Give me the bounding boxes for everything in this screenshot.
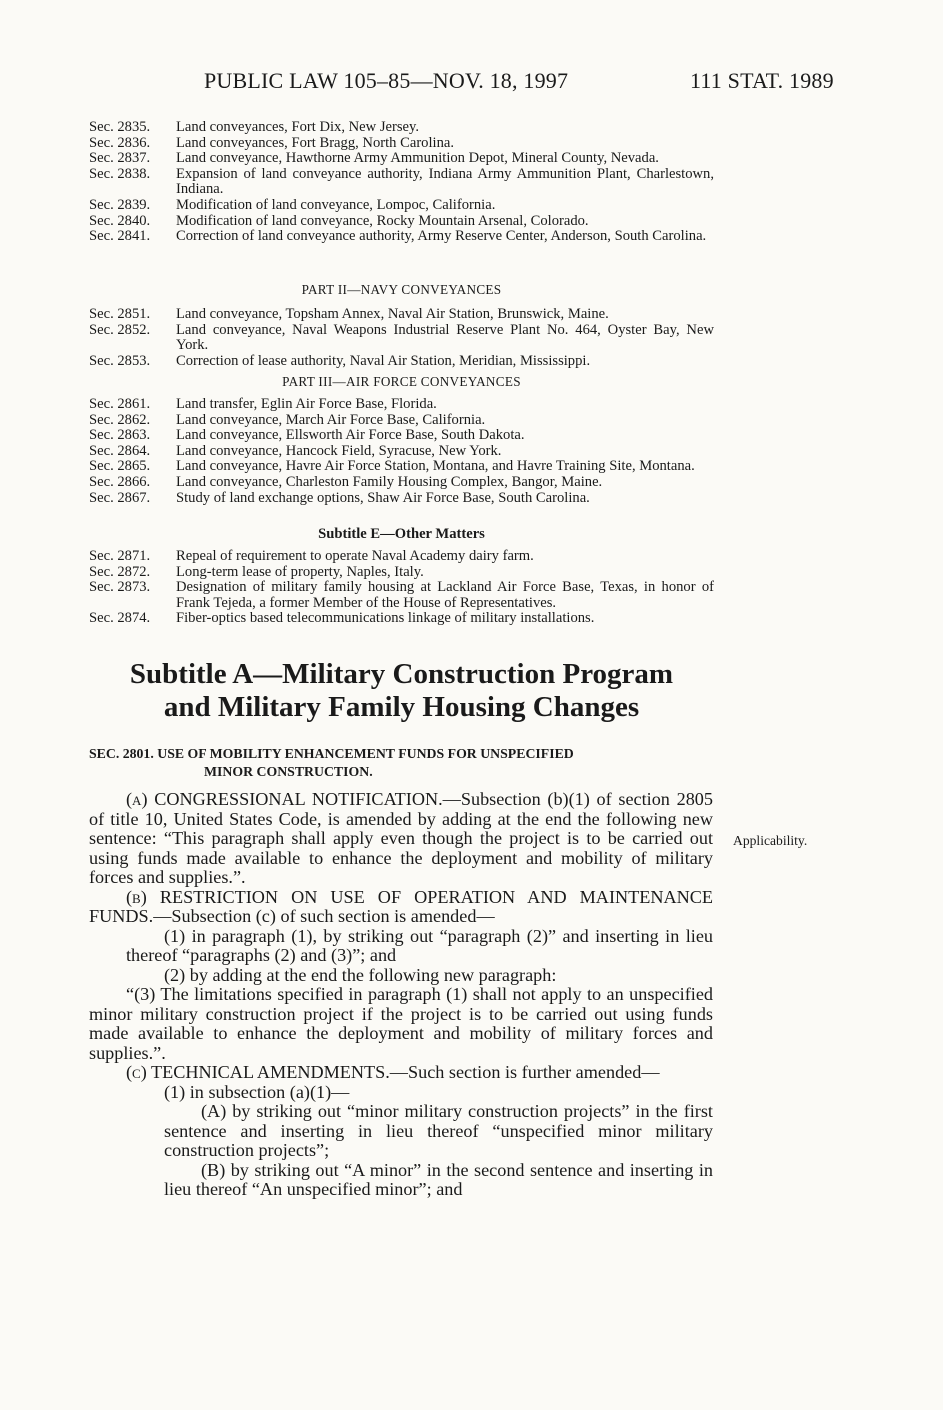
toc-entry: Sec. 2871. Repeal of requirement to operate Naval Academy dairy farm. xyxy=(89,548,534,564)
section-2801-heading: SEC. 2801. USE OF MOBILITY ENHANCEMENT FUNDS FOR UNSPECIFIED MINOR CONSTRUCTION. xyxy=(89,746,574,779)
toc-entry: Sec. 2840. Modification of land conveyance, Rocky Mountain Arsenal, Colorado. xyxy=(89,212,589,229)
toc-entry: Sec. 2838. Expansion of land conveyance authority, Indiana Army Ammunition Plant, Charlestown, Indiana. xyxy=(89,165,714,198)
paragraph-b3: “(3) The limitations specified in paragraph (1) shall not apply to an unspecified minor military construction project if the project is to be carried out using funds made available to enhance the deployment and mobility of military forces and supplies.”. xyxy=(89,984,713,1063)
toc-navy-conveyances xyxy=(89,281,714,369)
toc-entry: Sec. 2835. Land conveyances, Fort Dix, New Jersey. xyxy=(89,119,420,135)
toc-entry: Sec. 2863. Land conveyance, Ellsworth Air Force Base, South Dakota. xyxy=(89,427,525,444)
public-law-citation: PUBLIC LAW 105–85—NOV. 18, 1997 xyxy=(204,68,569,93)
subtitle-e-heading: Subtitle E—Other Matters xyxy=(318,526,485,542)
toc-entry: Sec. 2872. Long-term lease of property, Naples, Italy. xyxy=(89,563,424,580)
paragraph-b2: (2) by adding at the end the following new paragraph: xyxy=(164,964,557,985)
toc-entry: Sec. 2836. Land conveyances, Fort Bragg, North Carolina. xyxy=(89,134,455,151)
toc-entry: Sec. 2862. Land conveyance, March Air Force Base, California. xyxy=(89,411,486,428)
toc-entry: Sec. 2839. Modification of land conveyance, Lompoc, California. xyxy=(89,196,496,213)
toc-entry: Sec. 2853. Correction of lease authority, Naval Air Station, Meridian, Mississippi. xyxy=(89,352,591,369)
part-iii-heading: PART III—AIR FORCE CONVEYANCES xyxy=(282,374,521,389)
paragraph-c1: (1) in subsection (a)(1)— xyxy=(164,1081,350,1102)
toc-entry: Sec. 2874. Fiber-optics based telecommunications linkage of military installations. xyxy=(89,610,595,627)
toc-entry: Sec. 2841. Correction of land conveyance authority, Army Reserve Center, Anderson, South Carolina. xyxy=(89,228,707,245)
subparagraph-cB: (B) by striking out “A minor” in the second sentence and inserting in lieu thereof “An unspecified minor”; and xyxy=(164,1159,713,1199)
subtitle-a-heading: Subtitle A—Military Construction Program and Military Family Housing Changes xyxy=(129,658,674,723)
paragraph-b1: (1) in paragraph (1), by striking out “paragraph (2)” and inserting in lieu thereof “paragraphs (2) and (3)”; and xyxy=(126,925,713,965)
toc-army-conveyances xyxy=(89,120,714,245)
toc-entry: Sec. 2852. Land conveyance, Naval Weapons Industrial Reserve Plant No. 464, Oyster Bay, New York. xyxy=(89,321,714,354)
statute-page-number: 111 STAT. 1989 xyxy=(690,68,834,93)
toc-entry: Sec. 2861. Land transfer, Eglin Air Force Base, Florida. xyxy=(89,396,437,412)
subparagraph-cA: (A) by striking out “minor military construction projects” in the first sentence and inserting in lieu thereof “unspecified minor military construction projects”; xyxy=(164,1101,713,1160)
subsection-a: (a) CONGRESSIONAL NOTIFICATION.—Subsection (b)(1) of section 2805 of title 10, United States Code, is amended by adding at the end the following new sentence: “This paragraph shall apply even though the project is to be carried out using funds made available to enhance the deployment and mobility of military forces and supplies.”. xyxy=(89,789,713,887)
margin-note-applicability: Applicability. xyxy=(733,833,808,848)
subsection-b: (b) RESTRICTION ON USE OF OPERATION AND MAINTENANCE FUNDS.—Subsection (c) of such section is amended— xyxy=(89,886,713,926)
toc-entry: Sec. 2867. Study of land exchange options, Shaw Air Force Base, South Carolina. xyxy=(89,489,590,506)
toc-entry: Sec. 2851. Land conveyance, Topsham Annex, Naval Air Station, Brunswick, Maine. xyxy=(89,306,609,322)
toc-entry: Sec. 2864. Land conveyance, Hancock Field, Syracuse, New York. xyxy=(89,442,502,459)
toc-entry: Sec. 2866. Land conveyance, Charleston Family Housing Complex, Bangor, Maine. xyxy=(89,473,603,490)
toc-entry: Sec. 2865. Land conveyance, Havre Air Force Station, Montana, and Havre Training Site, Montana. xyxy=(89,458,695,475)
part-ii-heading: PART II—NAVY CONVEYANCES xyxy=(301,282,502,297)
toc-entry: Sec. 2837. Land conveyance, Hawthorne Army Ammunition Depot, Mineral County, Nevada. xyxy=(89,150,659,167)
section-body xyxy=(89,790,713,1200)
toc-entry: Sec. 2873. Designation of military family housing at Lackland Air Force Base, Texas, in honor of Frank Tejeda, a former Member of the House of Representatives. xyxy=(89,579,714,611)
toc-other-matters xyxy=(89,525,714,627)
page-header xyxy=(0,68,943,104)
toc-air-force-conveyances xyxy=(89,373,714,506)
subsection-c: (c) TECHNICAL AMENDMENTS.—Such section is further amended— xyxy=(126,1062,660,1082)
